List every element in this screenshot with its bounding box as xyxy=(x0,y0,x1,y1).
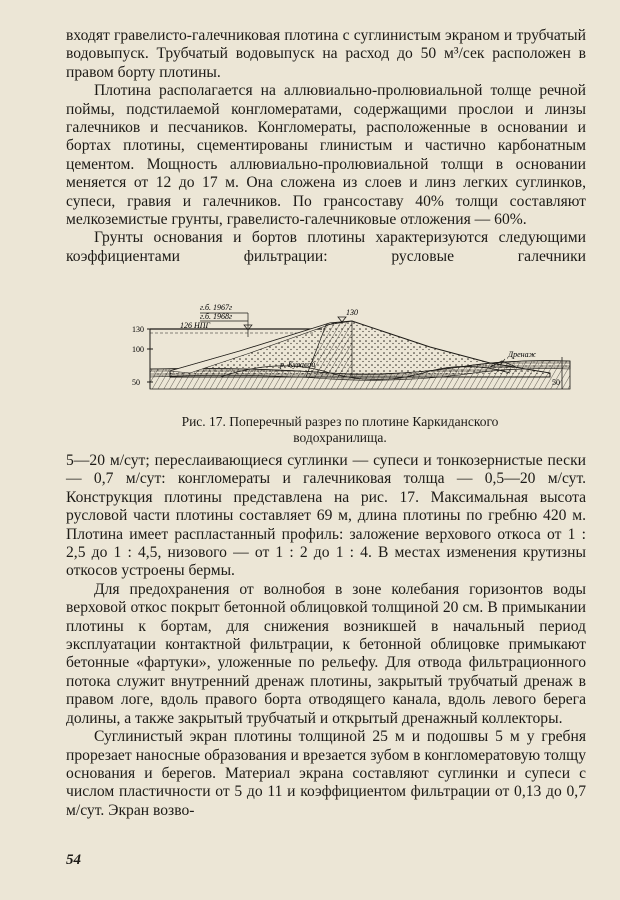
label-gb-1968: г.б. 1968г xyxy=(200,312,233,321)
figure-dam-cross-section xyxy=(130,297,572,407)
axis-tick-100: 100 xyxy=(132,345,144,354)
caption-line-1: Рис. 17. Поперечный разрез по плотине Каркиданского xyxy=(181,414,499,429)
label-river: р. Кувасай xyxy=(280,360,316,369)
page-number: 54 xyxy=(66,852,81,868)
paragraph-5: Для предохранения от волнобоя в зоне колебания горизонтов воды верховой откос покрыт бетонной облицовкой толщиной 20 см. В примыкании плотины к бортам, для снижения возникшей в начальный период эксплуатации контактной фильтрации, к бетонной облицовке примыкают бетонные «фартуки», уложенные по рельефу. Для отвода фильтрационного потока служит внутренний дренаж плотины, закрытый трубчатый дренаж в правом логе, вдоль правого борта отводящего канала, вдоль левого берега долины, а также закрытый трубчатый и открытый дренажный коллекторы. xyxy=(66,580,586,727)
paragraph-4: 5—20 м/сут; переслаивающиеся суглинки — супеси и тонкозернистые пески — 0,7 м/сут: конгломераты и галечниковая толща — 0,5—20 м/сут. Конструкция плотины представлена на рис. 17. Максимальная высота русловой части плотины составляет 69 м, длина плотины по гребню 420 м. Плотина имеет распластанный профиль: заложение верхового откоса от 1 : 2,5 до 1 : 4,5, низового — от 1 : 2 до 1 : 4. В местах изменения крутизны откосов устроены бермы. xyxy=(66,452,586,580)
label-drainage: Дренаж xyxy=(508,350,537,359)
dam-section-drawing xyxy=(130,297,572,407)
paragraph-1: входят гравелисто-галечниковая плотина с суглинистым экраном и трубчатый водовыпуск. Трубчатый водовыпуск на расход до 50 м³/сек расположен в правом борту плотины. xyxy=(66,27,586,81)
axis-tick-50-right: 50 xyxy=(552,378,560,387)
text-block-top xyxy=(66,27,586,266)
axis-tick-50-left: 50 xyxy=(132,378,140,387)
label-gb-1967: г.б. 1967г xyxy=(200,303,233,312)
figure-caption xyxy=(100,414,580,446)
paragraph-2: Плотина располагается на аллювиально-пролювиальной толще речной поймы, подстилаемой конгломератами, содержащими прослои и линзы галечников и песчаников. Конгломераты, расположенные в основании и бортах плотины, сцементированы глинистым и частично карбонатным цементом. Мощность аллювиально-пролювиальной толщи в основании меняется от 12 до 17 м. Она сложена из слоев и линз легких суглинков, супеси, гравия и галечников. По грансоставу 40% толщи составляют мелкоземистые грунты, гравелисто-галечниковые отложения — 60%. xyxy=(66,82,586,229)
paragraph-3: Грунты основания и бортов плотины характеризуются следующими коэффициентами фильтрации: русловые галечники xyxy=(66,229,586,265)
label-crest: 130 xyxy=(346,308,358,317)
label-npg: 126 НПГ xyxy=(180,321,211,330)
paragraph-6: Суглинистый экран плотины толщиной 25 м и подошвы 5 м у гребня прорезает наносные образования и врезается зубом в конгломератовую толщу основания и берегов. Материал экрана составляют суглинки и супеси с числом пластичности от 5 до 11 и коэффициентом фильтрации от 0,13 до 0,7 м/сут. Экран возво- xyxy=(66,728,586,819)
axis-tick-130: 130 xyxy=(132,325,144,334)
caption-line-2: водохранилища. xyxy=(293,430,387,445)
text-block-bottom xyxy=(66,452,586,820)
